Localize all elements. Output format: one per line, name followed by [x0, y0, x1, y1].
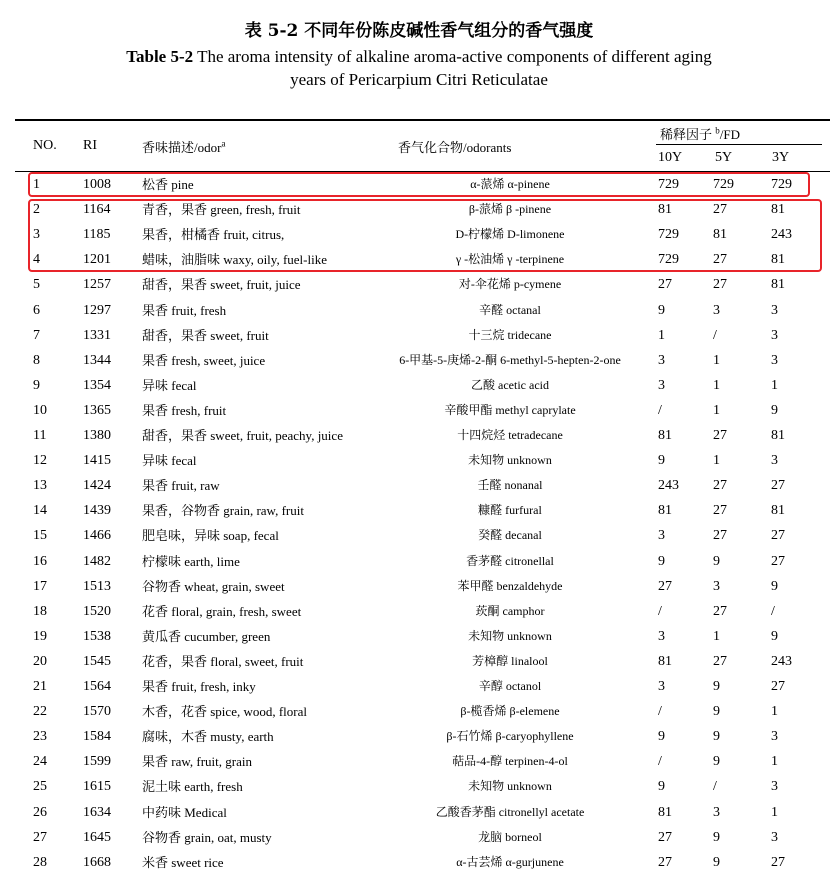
- row-fd-5y: 27: [713, 252, 727, 268]
- header-odor: [142, 137, 225, 156]
- row-odor: 异味 fecal: [142, 453, 197, 469]
- row-ri: 1008: [83, 177, 111, 192]
- table-row: [15, 749, 830, 774]
- row-fd-3y: 3: [771, 729, 778, 745]
- row-fd-3y: 81: [771, 503, 785, 519]
- row-compound: α-古芸烯 α-gurjunene: [456, 854, 564, 869]
- row-compound: β-榄香烯 β-elemene: [460, 704, 560, 719]
- row-odor: 果香 fruit, fresh: [142, 302, 227, 318]
- table-row: [15, 774, 830, 799]
- row-fd-5y: 3: [713, 578, 720, 594]
- row-compound: 辛酸甲酯 methyl caprylate: [444, 402, 576, 417]
- row-odor: 肥皂味，异味 soap, fecal: [142, 528, 279, 544]
- row-no: 19: [33, 628, 47, 644]
- header-fd-prefix: 稀释因子: [660, 127, 716, 142]
- row-fd-3y: 81: [771, 277, 785, 293]
- row-compound: 辛醛 octanal: [479, 302, 541, 317]
- row-no: 5: [33, 277, 40, 293]
- row-ri: 1380: [83, 428, 111, 443]
- table-row: [15, 348, 830, 373]
- row-odor: 甜香，果香 sweet, fruit, juice: [142, 277, 301, 293]
- row-odor: 松香 pine: [142, 177, 194, 192]
- row-odor: 果香 raw, fruit, grain: [142, 754, 252, 770]
- table-title-english: [0, 45, 838, 91]
- table-label: Table 5-2: [126, 47, 194, 66]
- row-ri: 1201: [83, 252, 111, 268]
- row-compound: α-蒎烯 α-pinene: [470, 177, 550, 191]
- row-ri: 1185: [83, 227, 111, 243]
- row-fd-3y: 243: [771, 653, 792, 669]
- row-fd-3y: 27: [771, 679, 785, 694]
- row-ri: 1439: [83, 503, 111, 519]
- row-fd-10y: 243: [658, 478, 679, 494]
- row-fd-5y: /: [713, 779, 717, 795]
- row-no: 23: [33, 729, 47, 745]
- row-fd-10y: 9: [658, 453, 665, 469]
- row-odor: 甜香，果香 sweet, fruit, peachy, juice: [142, 428, 343, 443]
- row-fd-10y: 27: [658, 277, 672, 293]
- row-no: 28: [33, 854, 47, 870]
- row-ri: 1520: [83, 603, 111, 619]
- row-fd-3y: 3: [771, 327, 778, 343]
- row-fd-10y: 3: [658, 528, 665, 544]
- row-fd-10y: 81: [658, 653, 672, 669]
- row-compound: 未知物 unknown: [468, 628, 552, 643]
- row-compound: D-柠檬烯 D-limonene: [455, 227, 565, 242]
- row-fd-5y: 9: [713, 729, 720, 745]
- row-fd-10y: 81: [658, 202, 672, 218]
- row-fd-10y: /: [658, 704, 662, 720]
- header-5y: 5Y: [715, 150, 733, 165]
- row-fd-5y: 9: [713, 854, 720, 870]
- row-fd-5y: 9: [713, 704, 720, 720]
- row-no: 25: [33, 779, 47, 795]
- row-no: 11: [33, 428, 47, 443]
- row-fd-5y: 9: [713, 679, 720, 694]
- row-no: 6: [33, 302, 40, 318]
- row-fd-3y: 3: [771, 302, 778, 318]
- row-fd-5y: /: [713, 327, 717, 343]
- row-no: 3: [33, 227, 40, 243]
- table-row: [15, 624, 830, 649]
- table-row: [15, 373, 830, 398]
- row-odor: 黄瓜香 cucumber, green: [142, 628, 271, 644]
- row-fd-3y: 9: [771, 402, 778, 418]
- row-fd-3y: 9: [771, 628, 778, 644]
- row-no: 20: [33, 653, 47, 669]
- row-fd-3y: 81: [771, 202, 785, 218]
- table-row: [15, 298, 830, 323]
- row-fd-5y: 27: [713, 277, 727, 293]
- row-ri: 1297: [83, 302, 111, 318]
- table-row: [15, 699, 830, 724]
- row-compound: 糠醛 furfural: [478, 503, 542, 518]
- row-ri: 1570: [83, 704, 111, 720]
- row-compound: 苯甲醛 benzaldehyde: [457, 578, 563, 593]
- row-fd-3y: 27: [771, 528, 785, 544]
- row-fd-10y: 27: [658, 578, 672, 594]
- row-no: 10: [33, 402, 47, 418]
- table-row: [15, 498, 830, 523]
- row-fd-3y: 1: [771, 377, 778, 393]
- table-row: [15, 448, 830, 473]
- row-ri: 1545: [83, 653, 111, 669]
- row-no: 4: [33, 252, 40, 268]
- row-fd-10y: 27: [658, 854, 672, 870]
- row-fd-10y: 81: [658, 503, 672, 519]
- row-odor: 甜香，果香 sweet, fruit: [142, 327, 269, 343]
- header-3y: 3Y: [772, 150, 790, 165]
- row-odor: 谷物香 wheat, grain, sweet: [142, 578, 285, 594]
- table-row: [15, 599, 830, 624]
- row-fd-3y: 3: [771, 829, 778, 845]
- row-compound: 乙酸 acetic acid: [471, 377, 549, 392]
- table-row: [15, 649, 830, 674]
- row-fd-5y: 9: [713, 829, 720, 845]
- row-ri: 1354: [83, 377, 111, 393]
- row-no: 27: [33, 829, 47, 845]
- table-row: [15, 825, 830, 850]
- row-fd-10y: 81: [658, 804, 672, 820]
- row-no: 24: [33, 754, 47, 770]
- row-no: 17: [33, 578, 47, 594]
- row-ri: 1365: [83, 402, 111, 418]
- row-compound: 龙脑 borneol: [478, 829, 542, 844]
- row-odor: 青香，果香 green, fresh, fruit: [142, 202, 301, 218]
- row-ri: 1424: [83, 478, 111, 494]
- row-compound: 十四烷烃 tetradecane: [457, 428, 563, 442]
- row-fd-5y: 27: [713, 603, 727, 619]
- row-fd-3y: /: [771, 603, 775, 619]
- row-compound: 6-甲基-5-庚烯-2-酮 6-methyl-5-hepten-2-one: [399, 352, 621, 367]
- row-fd-3y: 9: [771, 578, 778, 594]
- row-no: 9: [33, 377, 40, 393]
- row-fd-3y: 1: [771, 804, 778, 820]
- row-no: 2: [33, 202, 40, 218]
- row-compound: β-蒎烯 β -pinene: [468, 202, 552, 217]
- row-fd-3y: 81: [771, 428, 785, 443]
- row-ri: 1257: [83, 277, 111, 293]
- table-title-line2: years of Pericarpium Citri Reticulatae: [290, 70, 548, 89]
- table-title-chinese: 表 5-2 不同年份陈皮碱性香气组分的香气强度: [244, 21, 594, 41]
- row-compound: 乙酸香茅酯 citronellyl acetate: [435, 804, 585, 819]
- row-odor: 果香 fruit, raw: [142, 478, 220, 494]
- row-fd-3y: 729: [771, 177, 792, 192]
- row-fd-10y: 729: [658, 227, 679, 243]
- row-fd-3y: 1: [771, 704, 778, 720]
- row-odor: 果香 fruit, fresh, inky: [142, 679, 256, 694]
- row-fd-5y: 27: [713, 478, 727, 494]
- row-no: 26: [33, 804, 47, 820]
- row-fd-3y: 81: [771, 252, 785, 268]
- row-compound: 芳樟醇 linalool: [472, 653, 548, 668]
- row-ri: 1634: [83, 804, 111, 820]
- row-fd-10y: /: [658, 754, 662, 770]
- table-row: [15, 423, 830, 448]
- row-odor: 果香，谷物香 grain, raw, fruit: [142, 503, 304, 519]
- row-fd-10y: 3: [658, 628, 665, 644]
- row-fd-3y: 1: [771, 754, 778, 770]
- row-odor: 果香 fresh, fruit: [142, 402, 227, 418]
- row-ri: 1344: [83, 352, 111, 368]
- row-ri: 1668: [83, 854, 111, 870]
- row-fd-5y: 3: [713, 302, 720, 318]
- row-fd-5y: 27: [713, 653, 727, 669]
- row-fd-5y: 27: [713, 528, 727, 544]
- row-fd-5y: 9: [713, 553, 720, 569]
- row-fd-3y: 27: [771, 553, 785, 569]
- row-fd-5y: 1: [713, 402, 720, 418]
- row-fd-5y: 1: [713, 377, 720, 393]
- header-odorants: 香气化合物/odorants: [398, 140, 512, 155]
- table-row: [15, 674, 830, 699]
- row-ri: 1513: [83, 578, 111, 594]
- table-row: [15, 523, 830, 548]
- row-fd-5y: 3: [713, 804, 720, 820]
- top-rule: [15, 119, 830, 121]
- row-ri: 1415: [83, 453, 111, 469]
- row-fd-10y: /: [658, 402, 662, 418]
- row-fd-10y: 3: [658, 352, 665, 368]
- row-no: 1: [33, 177, 40, 192]
- row-fd-5y: 27: [713, 428, 727, 443]
- row-ri: 1482: [83, 553, 111, 569]
- row-odor: 木香，花香 spice, wood, floral: [142, 704, 308, 720]
- row-fd-10y: /: [658, 603, 662, 619]
- row-fd-3y: 243: [771, 227, 792, 243]
- row-compound: 香茅醛 citronellal: [466, 553, 554, 568]
- row-compound: 十三烷 tridecane: [468, 327, 552, 342]
- header-10y: 10Y: [658, 150, 683, 165]
- row-no: 8: [33, 352, 40, 368]
- row-fd-10y: 9: [658, 553, 665, 569]
- row-compound: 癸醛 decanal: [478, 528, 542, 543]
- row-no: 13: [33, 478, 47, 494]
- row-compound: 对-伞花烯 p-cymene: [458, 277, 562, 292]
- row-compound: 未知物 unknown: [468, 779, 552, 794]
- row-fd-5y: 1: [713, 453, 720, 469]
- row-fd-5y: 9: [713, 754, 720, 770]
- row-odor: 米香 sweet rice: [142, 854, 224, 870]
- row-fd-10y: 3: [658, 377, 665, 393]
- row-fd-10y: 729: [658, 252, 679, 268]
- row-ri: 1164: [83, 202, 111, 218]
- row-no: 16: [33, 553, 47, 569]
- row-fd-3y: 3: [771, 453, 778, 469]
- row-compound: 萜品-4-醇 terpinen-4-ol: [452, 754, 568, 769]
- row-odor: 果香 fresh, sweet, juice: [142, 352, 266, 368]
- row-compound: 辛醇 octanol: [478, 679, 542, 693]
- highlight-box-rows-2-4: [28, 199, 822, 272]
- table-row: [15, 724, 830, 749]
- table-row: [15, 323, 830, 348]
- row-fd-3y: 3: [771, 352, 778, 368]
- table-row: [15, 800, 830, 825]
- row-odor: 柠檬味 earth, lime: [142, 553, 240, 569]
- row-fd-3y: 27: [771, 478, 785, 494]
- row-odor: 谷物香 grain, oat, musty: [142, 829, 272, 845]
- row-compound: 壬醛 nonanal: [477, 478, 543, 493]
- table-row: [15, 850, 830, 875]
- row-fd-10y: 9: [658, 729, 665, 745]
- table-title-line1: The aroma intensity of alkaline aroma-active components of different aging: [193, 47, 712, 66]
- row-ri: 1538: [83, 628, 111, 644]
- row-fd-5y: 27: [713, 202, 727, 218]
- row-odor: 中药味 Medical: [142, 804, 227, 820]
- fd-group-rule: [656, 144, 822, 145]
- row-odor: 腐味，木香 musty, earth: [142, 729, 274, 745]
- row-fd-10y: 1: [658, 327, 665, 343]
- row-fd-5y: 81: [713, 227, 727, 243]
- header-fd: [660, 124, 740, 143]
- table-row: [15, 272, 830, 297]
- row-no: 21: [33, 679, 47, 694]
- row-odor: 泥土味 earth, fresh: [142, 779, 243, 795]
- row-ri: 1645: [83, 829, 111, 845]
- row-odor: 异味 fecal: [142, 377, 197, 393]
- highlight-box-row-1: [28, 172, 810, 197]
- row-ri: 1599: [83, 754, 111, 770]
- row-compound: 未知物 unknown: [468, 453, 552, 468]
- table-row: [15, 549, 830, 574]
- row-ri: 1564: [83, 679, 111, 694]
- row-fd-5y: 27: [713, 503, 727, 519]
- row-fd-3y: 3: [771, 779, 778, 795]
- row-no: 12: [33, 453, 47, 469]
- row-ri: 1584: [83, 729, 111, 745]
- header-odor-sup: a: [221, 138, 226, 149]
- row-compound: 莰酮 camphor: [475, 603, 545, 618]
- row-fd-10y: 27: [658, 829, 672, 845]
- header-odor-text: 香味描述/odor: [142, 140, 222, 155]
- row-fd-10y: 81: [658, 428, 672, 443]
- row-odor: 花香 floral, grain, fresh, sweet: [142, 603, 302, 619]
- row-fd-5y: 1: [713, 352, 720, 368]
- row-no: 15: [33, 528, 47, 544]
- row-fd-3y: 27: [771, 854, 785, 870]
- table-row: [15, 574, 830, 599]
- row-fd-5y: 1: [713, 628, 720, 644]
- row-no: 22: [33, 704, 47, 720]
- row-compound: γ -松油烯 γ -terpinene: [455, 252, 565, 267]
- row-fd-10y: 9: [658, 302, 665, 318]
- row-odor: 果香，柑橘香 fruit, citrus,: [142, 227, 285, 243]
- row-fd-10y: 9: [658, 779, 665, 795]
- header-fd-suffix: /FD: [719, 127, 740, 142]
- row-odor: 花香，果香 floral, sweet, fruit: [142, 653, 304, 669]
- table-row: [15, 473, 830, 498]
- header-fd-sup: b: [715, 125, 720, 136]
- row-ri: 1331: [83, 327, 111, 343]
- table-row: [15, 398, 830, 423]
- row-fd-10y: 729: [658, 177, 679, 192]
- row-fd-5y: 729: [713, 177, 734, 192]
- row-ri: 1615: [83, 779, 111, 795]
- row-fd-10y: 3: [658, 679, 665, 694]
- header-no: NO.: [33, 138, 57, 153]
- row-compound: β-石竹烯 β-caryophyllene: [446, 729, 574, 744]
- row-odor: 蜡味，油脂味 waxy, oily, fuel-like: [142, 252, 327, 268]
- row-no: 7: [33, 327, 40, 343]
- header-ri: RI: [83, 138, 97, 153]
- row-ri: 1466: [83, 528, 111, 544]
- row-no: 18: [33, 603, 47, 619]
- row-no: 14: [33, 503, 47, 519]
